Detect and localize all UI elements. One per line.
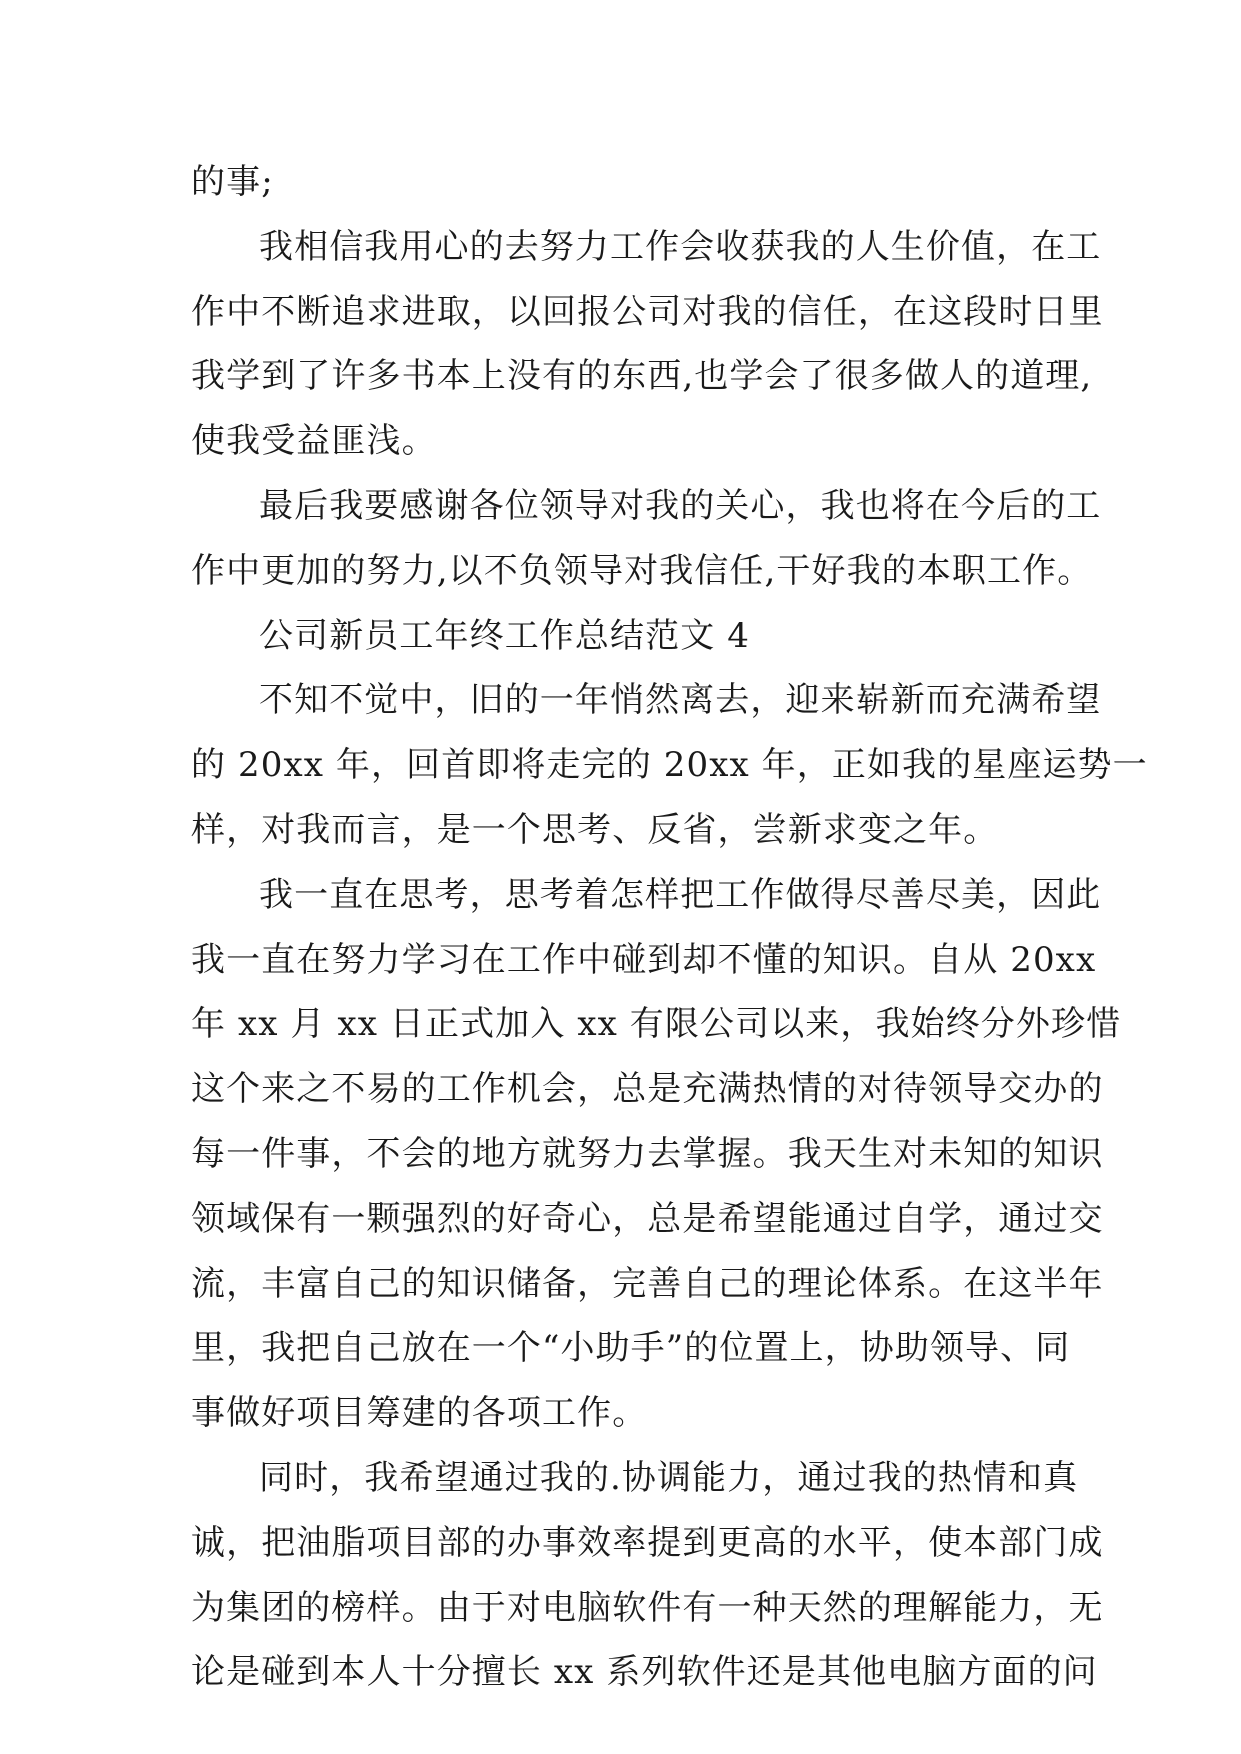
- paragraph-start-line: 最后我要感谢各位领导对我的关心，我也将在今后的工: [259, 485, 1102, 526]
- text-line: 使我受益匪浅。: [191, 421, 437, 462]
- text-line: 年 xx 月 xx 日正式加入 xx 有限公司以来，我始终分外珍惜: [191, 1004, 1122, 1045]
- text-line: 的事;: [191, 162, 274, 202]
- text-line: 我学到了许多书本上没有的东西,也学会了很多做人的道理,: [191, 356, 1093, 397]
- paragraph-start-line: 同时，我希望通过我的.协调能力，通过我的热情和真: [259, 1457, 1079, 1498]
- text-line: 的 20xx 年，回首即将走完的 20xx 年，正如我的星座运势一: [191, 745, 1148, 786]
- text-line: 里，我把自己放在一个“小助手”的位置上，协助领导、同: [191, 1328, 1071, 1369]
- text-line: 流，丰富自己的知识储备，完善自己的理论体系。在这半年: [191, 1263, 1104, 1304]
- paragraph-start-line: 不知不觉中，旧的一年悄然离去，迎来崭新而充满希望: [259, 680, 1102, 721]
- text-line: 为集团的榜样。由于对电脑软件有一种天然的理解能力，无: [191, 1587, 1104, 1628]
- section-heading: 公司新员工年终工作总结范文 4: [259, 615, 750, 656]
- text-line: 领域保有一颗强烈的好奇心，总是希望能通过自学，通过交: [191, 1198, 1104, 1239]
- text-line: 论是碰到本人十分擅长 xx 系列软件还是其他电脑方面的问: [191, 1652, 1098, 1693]
- document-body: [191, 150, 1148, 1705]
- text-line: 事做好项目筹建的各项工作。: [191, 1393, 648, 1434]
- text-line: 作中更加的努力,以不负领导对我信任,干好我的本职工作。: [191, 550, 1093, 591]
- text-line: 诚，把油脂项目部的办事效率提到更高的水平，使本部门成: [191, 1522, 1104, 1563]
- text-line: 这个来之不易的工作机会，总是充满热情的对待领导交办的: [191, 1069, 1104, 1110]
- text-line: 每一件事，不会的地方就努力去掌握。我天生对未知的知识: [191, 1133, 1104, 1174]
- text-line: 我一直在努力学习在工作中碰到却不懂的知识。自从 20xx: [191, 939, 1097, 980]
- text-line: 样，对我而言，是一个思考、反省，尝新求变之年。: [191, 809, 999, 850]
- paragraph-start-line: 我相信我用心的去努力工作会收获我的人生价值，在工: [259, 226, 1102, 267]
- paragraph-start-line: 我一直在思考，思考着怎样把工作做得尽善尽美，因此: [259, 874, 1102, 915]
- text-line: 作中不断追求进取，以回报公司对我的信任，在这段时日里: [191, 291, 1104, 332]
